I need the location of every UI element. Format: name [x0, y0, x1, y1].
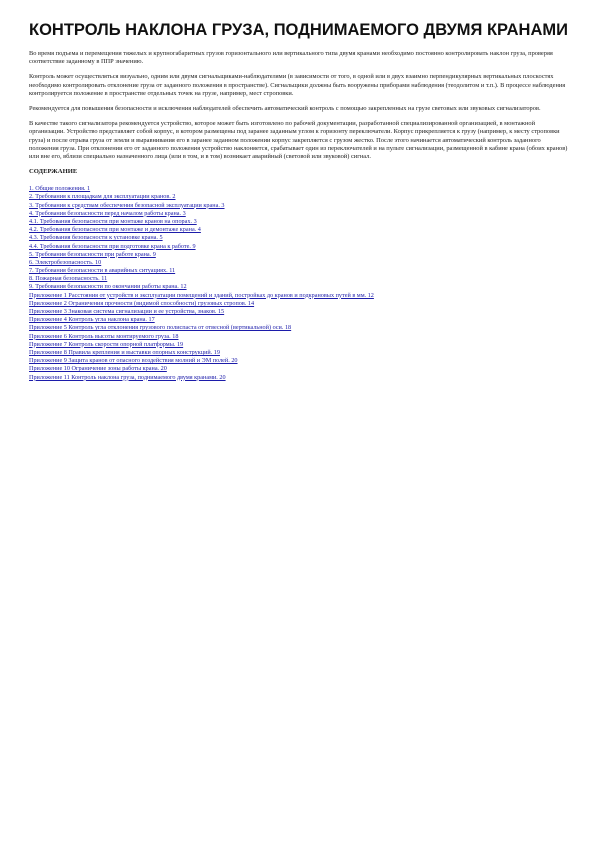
toc-item [29, 234, 569, 242]
toc-link[interactable]: Приложение 8 Правила крепления и выставки опорных конструкций. 19 [29, 348, 220, 356]
toc-item [29, 185, 569, 193]
toc-link[interactable]: Приложение 5 Контроль угла отклонения грузового полиспаста от отвесной (вертикальной) оси. 18 [29, 324, 292, 332]
toc-link[interactable]: Приложение 1 Расстояния от устройств и эксплуатации помещений и зданий, постройках до кранов и подкрановых путей в мм. 12 [29, 291, 374, 299]
toc-link[interactable]: 5. Требования безопасности при работе крана. 9 [29, 250, 156, 258]
toc-item [29, 333, 569, 341]
toc-link[interactable]: Приложение 9 Защита кранов от опасного воздействия молний и ЭМ полей. 20 [29, 357, 238, 365]
paragraph-visual-control: Контроль может осуществляться визуально, одним или двумя сигнальщиками-наблюдателями (в зависимости от того, в одной или в двух взаимно перпендикулярных вертикальных плоскостях необходимо контролировать отклонение груза от заданного положения в пространстве). Сигнальщики должны быть вооружены приборами наблюдения (теодолитом и т.п.). В процессе наблюдения контролируется положение в пространстве отдельных точек на грузе, например, мест строповки. [29, 73, 566, 97]
toc-heading: СОДЕРЖАНИЕ [29, 168, 78, 176]
toc-item [29, 316, 569, 324]
toc-link[interactable]: Приложение 11 Контроль наклона груза, поднимаемого двумя кранами. 20 [29, 373, 226, 381]
toc-link[interactable]: 4.1. Требования безопасности при монтаже кранов на опорах. 3 [29, 217, 197, 225]
document-page [29, 20, 569, 382]
paragraph-intro: Во время подъема и перемещения тяжелых и крупногабаритных грузов горизонтального или вертикального типа двумя кранами необходимо постоянно контролировать наклон груза, проверяя соответствие заданному в ППР значению. [29, 50, 553, 66]
toc-item [29, 357, 569, 365]
toc-item [29, 292, 569, 300]
toc-link[interactable]: Приложение 7 Контроль скорости опорной платформы. 19 [29, 340, 184, 348]
toc-item [29, 374, 569, 382]
toc-item [29, 324, 569, 332]
toc-item [29, 202, 569, 210]
toc-item [29, 243, 569, 251]
toc-link[interactable]: 4.4. Требования безопасности при подготовке крана к работе. 9 [29, 242, 196, 250]
paragraph-signaling-device: В качестве такого сигнализатора рекомендуется устройство, которое может быть изготовлено по рабочей документации, разработанной специализированной организацией, в монтажной организации. Устройство представляет собой корпус, в котором размещены под заранее заданным углом к горизонту переключатели. Корпус прикрепляется к грузу (например, к месту строповки груза) и после отрыва груза от земли и выравнивания его в заранее заданном положении корпус закрепляется с грузом жестко. После этого начинается автоматический контроль заданного положения груза. При отклонении его от заданного положения устройство наклоняется, срабатывает один из переключателей и на пульте сигнализации, размещенной в кабине крана (обоих кранов) или вне его, вблизи специально назначенного лица (или в том, и в том) возникает аварийный (световой или звуковой) сигнал. [29, 120, 568, 161]
toc-link[interactable]: Приложение 4 Контроль угла наклона крана. 17 [29, 316, 155, 324]
toc-link[interactable]: 2. Требования к площадкам для эксплуатации кранов. 2 [29, 193, 176, 201]
toc-item [29, 365, 569, 373]
toc-link[interactable]: 4.3. Требования безопасности к установке крана. 5 [29, 234, 163, 242]
toc-link[interactable]: 6. Электробезопасность. 10 [29, 258, 102, 266]
toc-link[interactable]: Приложение 3 Знаковая система сигнализации и ее устройства, знаков. 15 [29, 308, 225, 316]
toc-link[interactable]: 4.2. Требования безопасности при монтаже и демонтаже крана. 4 [29, 226, 201, 234]
toc-item [29, 267, 569, 275]
toc-item [29, 300, 569, 308]
toc-link[interactable]: 8. Пожарная безопасность. 11 [29, 275, 108, 283]
table-of-contents [29, 185, 569, 382]
toc-link[interactable]: 4. Требования безопасности перед началом работы крана. 3 [29, 209, 186, 217]
toc-item [29, 218, 569, 226]
paragraph-automatic-control: Рекомендуется для повышения безопасности и исключения наблюдателей обеспечить автоматический контроль с помощью закрепленных на грузе световых или звуковых сигнализаторов. [29, 105, 541, 113]
toc-link[interactable]: Приложение 6 Контроль высоты монтируемого груза. 18 [29, 332, 179, 340]
toc-link[interactable]: 3. Требования к средствам обеспечения безопасной эксплуатации крана. 3 [29, 201, 225, 209]
toc-link[interactable]: Приложение 10 Ограничение зоны работы крана. 20 [29, 365, 167, 373]
toc-item [29, 341, 569, 349]
toc-item [29, 283, 569, 291]
toc-item [29, 349, 569, 357]
toc-link[interactable]: 1. Общие положения. 1 [29, 185, 91, 193]
page-title: КОНТРОЛЬ НАКЛОНА ГРУЗА, ПОДНИМАЕМОГО ДВУМЯ КРАНАМИ [29, 21, 568, 39]
toc-item [29, 226, 569, 234]
toc-link[interactable]: 7. Требования безопасности в аварийных ситуациях. 11 [29, 267, 176, 275]
toc-item [29, 308, 569, 316]
toc-link[interactable]: 9. Требования безопасности по окончании работы крана. 12 [29, 283, 187, 291]
toc-item [29, 259, 569, 267]
toc-item [29, 210, 569, 218]
toc-item [29, 275, 569, 283]
toc-item [29, 251, 569, 259]
toc-item [29, 193, 569, 201]
toc-link[interactable]: Приложение 2 Ограничения прочности (видимой способности) грузовых стропов. 14 [29, 299, 255, 307]
